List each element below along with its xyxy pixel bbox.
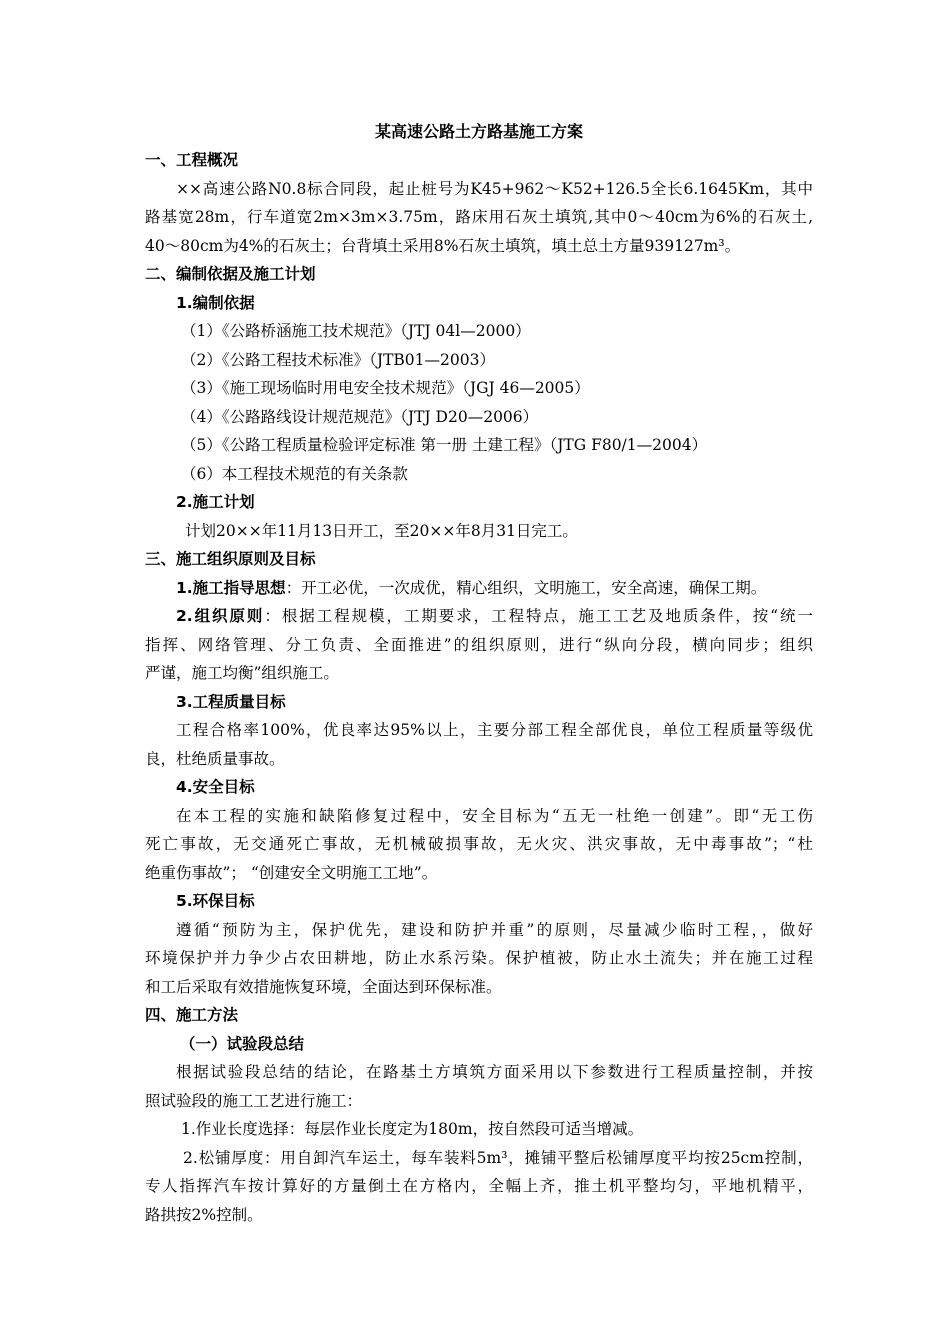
section-heading-overview: 一、工程概况 <box>145 151 239 169</box>
guiding-thought-text: ：开工必优，一次成优，精心组织，文明施工，安全高速，确保工期。 <box>285 578 767 597</box>
principle-text: ：根据工程规模，工期要求，工程特点，施工工艺及地质条件，按“统一 <box>264 607 813 625</box>
method-item-1: 1.作业长度选择：每层作业长度定为180m，按自然段可适当增减。 <box>181 1120 644 1138</box>
principle-line-2: 指挥、网络管理、分工负责、全面推进”的组织原则，进行“纵向分段，横向同步；组织 <box>145 635 813 654</box>
principle-label: 2.组织原则 <box>176 607 265 625</box>
method-item-2-line-3: 路拱按2%控制。 <box>145 1205 263 1224</box>
section-heading-principles: 三、施工组织原则及目标 <box>145 550 316 568</box>
overview-line-3: 40～80cm为4%的石灰土；台背填土采用8%石灰土填筑，填土总土方量939127m³。 <box>145 236 741 255</box>
principle-line-3: 严谨，施工均衡”组织施工。 <box>145 664 339 682</box>
subheading-environment: 5.环保目标 <box>176 892 255 910</box>
overview-line-1: ××高速公路N0.8标合同段，起止桩号为K45+962～K52+126.5全长6.1645Km，其中 <box>176 179 813 198</box>
document-body <box>145 118 813 1229</box>
quality-line-2: 良，杜绝质量事故。 <box>145 749 285 768</box>
section-heading-methods: 四、施工方法 <box>145 1006 239 1024</box>
trial-intro-line-2: 照试验段的施工工艺进行施工： <box>145 1091 363 1110</box>
document-title: 某高速公路土方路基施工方案 <box>374 122 583 141</box>
basis-item-4: （4）《公路路线设计规范规范》（JTJ D20—2006） <box>181 407 539 426</box>
environment-line-1: 遵循“预防为主，保护优先，建设和防护并重”的原则，尽量减少临时工程，，做好 <box>176 920 813 939</box>
safety-line-1: 在本工程的实施和缺陷修复过程中，安全目标为“五无一杜绝一创建”。即“无工伤 <box>176 806 813 825</box>
safety-line-3: 绝重伤事故”； “创建安全文明施工工地”。 <box>145 863 438 882</box>
subheading-safety: 4.安全目标 <box>176 778 255 796</box>
basis-item-5: （5）《公路工程质量检验评定标准 第一册 土建工程》（JTG F80/1—2004） <box>181 436 708 454</box>
method-item-2-line-1: 2.松铺厚度：用自卸汽车运土，每车装料5m³，摊铺平整后松铺厚度平均按25cm控制， <box>183 1148 813 1167</box>
environment-line-3: 和工后采取有效措施恢复环境，全面达到环保标准。 <box>145 977 502 996</box>
basis-item-6: （6）本工程技术规范的有关条款 <box>181 464 408 483</box>
subheading-trial-summary: （一）试验段总结 <box>180 1034 305 1053</box>
plan-text: 计划20××年11月13日开工，至20××年8月31日完工。 <box>185 521 578 540</box>
guiding-thought-paragraph <box>145 574 813 603</box>
overview-line-2: 路基宽28m，行车道宽2m×3m×3.75m，路床用石灰土填筑,其中0～40cm为6%的石灰土, <box>145 208 813 226</box>
section-heading-basis-plan: 二、编制依据及施工计划 <box>145 265 316 283</box>
basis-item-3: （3）《施工现场临时用电安全技术规范》（JGJ 46—2005） <box>181 379 590 397</box>
guiding-thought-label: 1.施工指导思想 <box>176 578 286 597</box>
environment-line-2: 环境保护并力争少占农田耕地，防止水系污染。保护植被，防止水土流失；并在施工过程 <box>145 949 813 967</box>
trial-intro-line-1: 根据试验段总结的结论，在路基土方填筑方面采用以下参数进行工程质量控制，并按 <box>176 1063 813 1081</box>
principle-paragraph <box>145 602 813 631</box>
basis-item-1: （1）《公路桥涵施工技术规范》（JTJ 04l—2000） <box>181 322 531 340</box>
subheading-plan: 2.施工计划 <box>176 493 255 511</box>
subheading-basis: 1.编制依据 <box>176 293 255 312</box>
subheading-quality: 3.工程质量目标 <box>176 692 286 711</box>
basis-item-2: （2）《公路工程技术标准》（JTB01—2003） <box>181 350 495 369</box>
method-item-2-line-2: 专人指挥汽车按计算好的方量倒土在方格内，全幅上齐，推土机平整均匀，平地机精平， <box>145 1177 813 1195</box>
quality-line-1: 工程合格率100%，优良率达95%以上，主要分部工程全部优良，单位工程质量等级优 <box>176 721 813 739</box>
safety-line-2: 死亡事故，无交通死亡事故，无机械破损事故，无火灾、洪灾事故，无中毒事故”；“杜 <box>145 835 813 853</box>
